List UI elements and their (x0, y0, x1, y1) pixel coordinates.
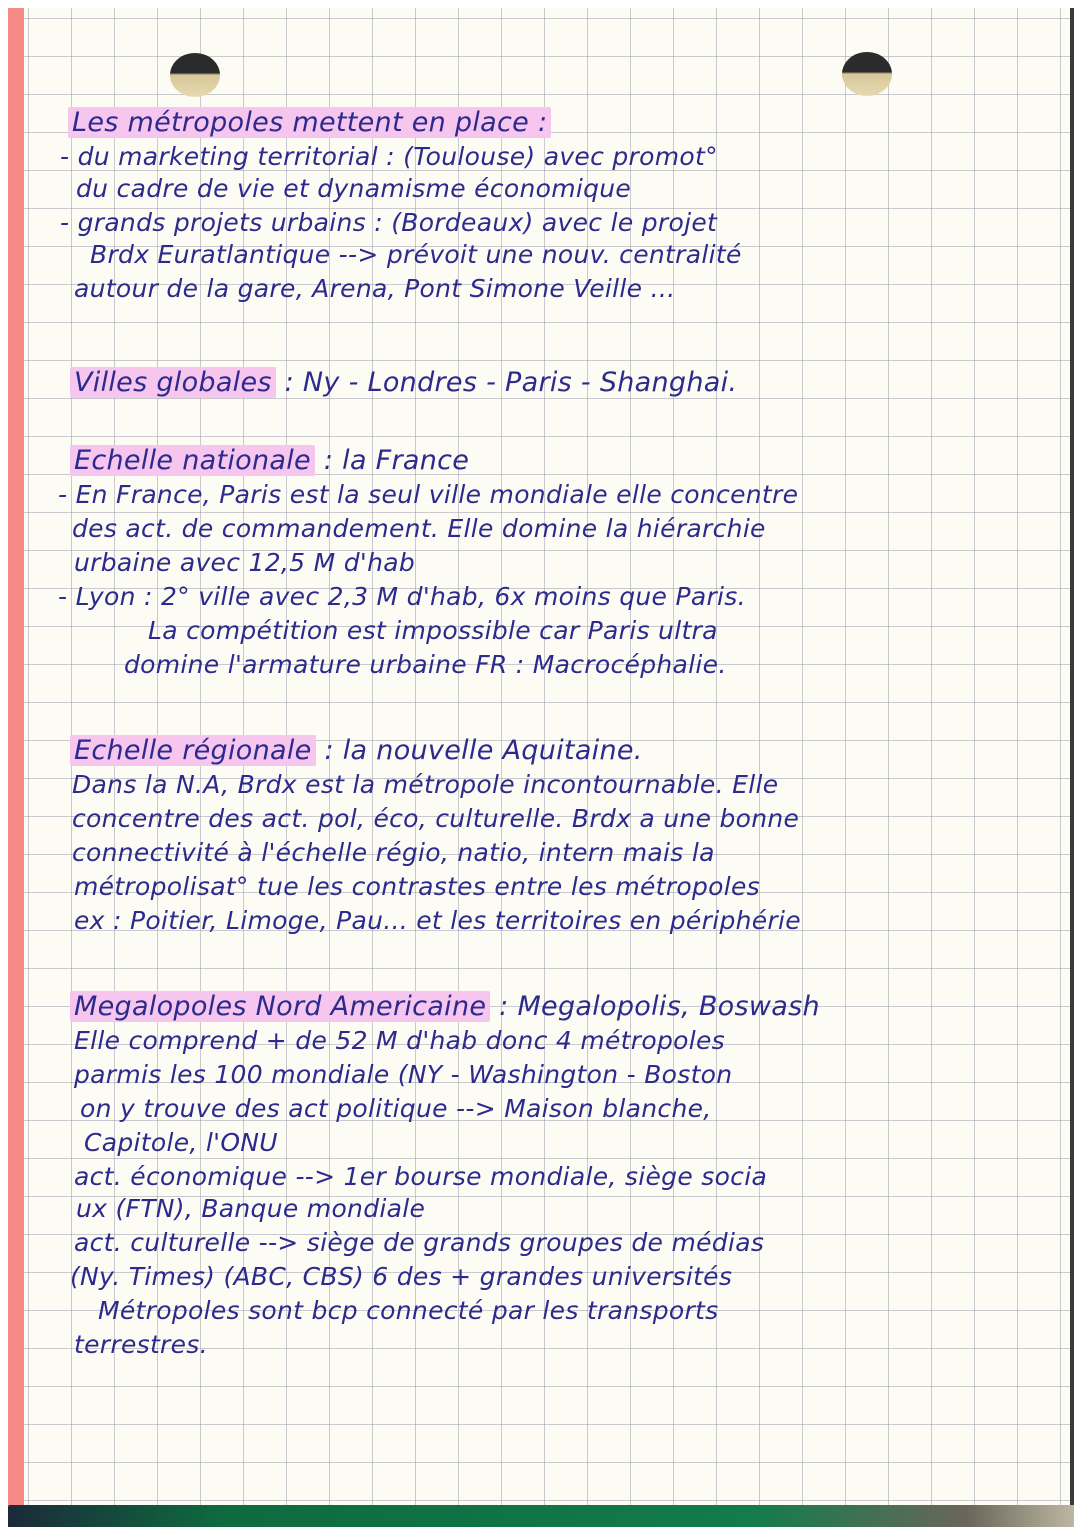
highlighted-heading: Les métropoles mettent en place : (68, 107, 551, 138)
section-heading (74, 734, 643, 768)
heading-detail: : Megalopolis, Boswash (499, 991, 820, 1022)
note-line: parmis les 100 mondiale (NY - Washington - Boston (74, 1060, 733, 1089)
page-edge (1070, 8, 1074, 1508)
section-heading (74, 444, 469, 478)
section-heading (74, 366, 737, 400)
desk-surface (8, 1505, 1074, 1527)
note-line: - grands projets urbains : (Bordeaux) avec le projet (60, 208, 718, 237)
note-line: act. culturelle --> siège de grands groupes de médias (74, 1228, 765, 1257)
note-line: Dans la N.A, Brdx est la métropole incontournable. Elle (72, 770, 779, 799)
note-line: urbaine avec 12,5 M d'hab (74, 548, 416, 577)
heading-detail: : Ny - Londres - Paris - Shanghai. (284, 367, 738, 398)
punch-hole-icon (170, 53, 220, 97)
note-line: ux (FTN), Banque mondiale (76, 1194, 426, 1223)
heading-detail: : la France (323, 445, 470, 476)
note-line: on y trouve des act politique --> Maison blanche, (80, 1094, 712, 1123)
note-line: connectivité à l'échelle régio, natio, intern mais la (72, 838, 715, 867)
note-line: terrestres. (74, 1330, 208, 1359)
highlighted-heading: Echelle régionale (70, 735, 316, 766)
note-line: ex : Poitier, Limoge, Pau... et les territoires en périphérie (74, 906, 801, 935)
section-heading (74, 990, 820, 1024)
note-line: des act. de commandement. Elle domine la hiérarchie (72, 514, 766, 543)
highlighted-heading: Villes globales (70, 367, 276, 398)
note-line: act. économique --> 1er bourse mondiale, siège socia (74, 1162, 768, 1191)
note-line: métropolisat° tue les contrastes entre les métropoles (74, 872, 760, 901)
note-line: domine l'armature urbaine FR : Macrocéphalie. (124, 650, 727, 679)
note-line: Capitole, l'ONU (84, 1128, 278, 1157)
note-line: du cadre de vie et dynamisme économique (76, 174, 632, 203)
punch-hole-icon (842, 52, 892, 96)
note-line: - Lyon : 2° ville avec 2,3 M d'hab, 6x moins que Paris. (58, 582, 746, 611)
note-line: Métropoles sont bcp connecté par les transports (98, 1296, 719, 1325)
note-line: - En France, Paris est la seul ville mondiale elle concentre (58, 480, 799, 509)
highlighted-heading: Echelle nationale (70, 445, 315, 476)
note-line: Elle comprend + de 52 M d'hab donc 4 métropoles (74, 1026, 725, 1055)
note-line: La compétition est impossible car Paris ultra (148, 616, 718, 645)
note-line: Brdx Euratlantique --> prévoit une nouv. centralité (90, 240, 742, 269)
red-margin-line (8, 8, 24, 1508)
note-line: (Ny. Times) (ABC, CBS) 6 des + grandes universités (70, 1262, 733, 1291)
highlighted-heading: Megalopoles Nord Americaine (70, 991, 490, 1022)
section-heading (72, 106, 551, 140)
note-line: concentre des act. pol, éco, culturelle. Brdx a une bonne (72, 804, 800, 833)
heading-detail: : la nouvelle Aquitaine. (324, 735, 643, 766)
note-line: autour de la gare, Arena, Pont Simone Veille ... (74, 274, 676, 303)
note-line: - du marketing territorial : (Toulouse) avec promot° (60, 142, 718, 171)
